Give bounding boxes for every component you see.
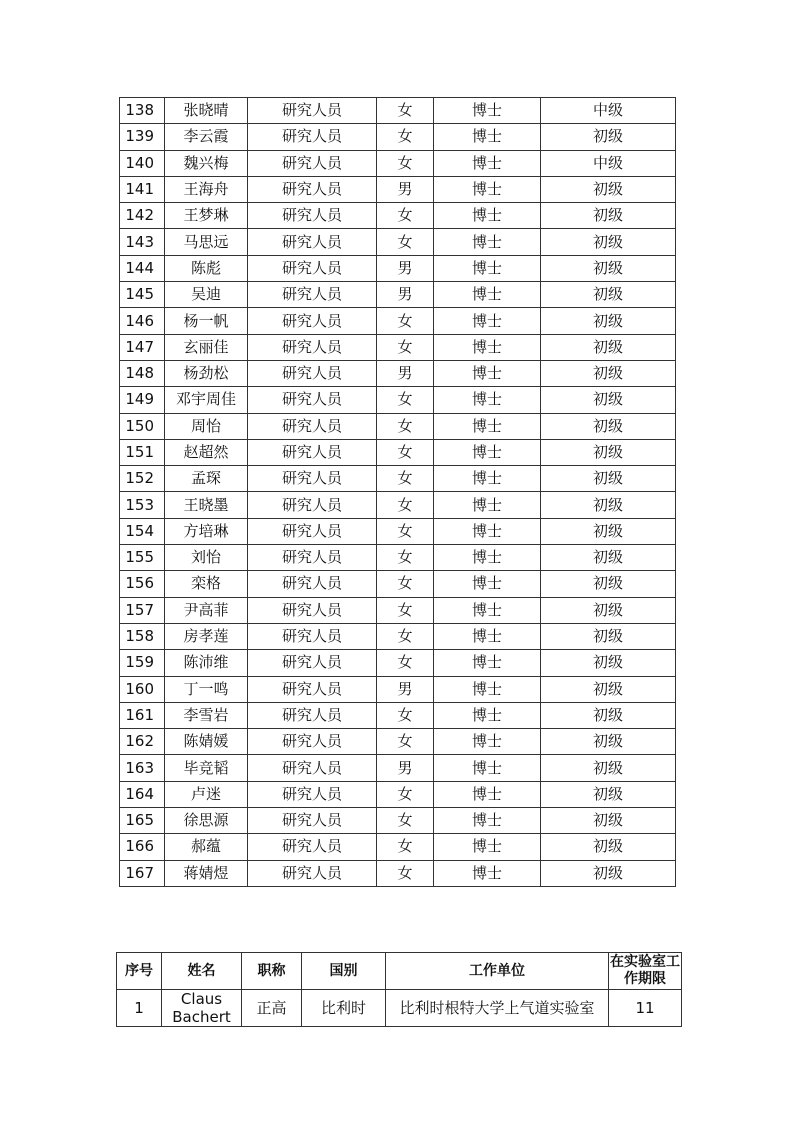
cell-position: 研究人员 bbox=[248, 702, 377, 728]
cell-title: 初级 bbox=[541, 545, 676, 571]
cell-name: 陈沛维 bbox=[165, 650, 248, 676]
table-row bbox=[120, 623, 676, 649]
cell-no: 145 bbox=[120, 282, 165, 308]
cell-no: 147 bbox=[120, 334, 165, 360]
table-row bbox=[120, 650, 676, 676]
cell-position: 研究人员 bbox=[248, 466, 377, 492]
cell-position: 研究人员 bbox=[248, 623, 377, 649]
cell-gender: 女 bbox=[377, 308, 434, 334]
cell-no: 148 bbox=[120, 360, 165, 386]
cell-position: 研究人员 bbox=[248, 203, 377, 229]
cell-no: 154 bbox=[120, 518, 165, 544]
cell-name: 李雪岩 bbox=[165, 702, 248, 728]
cell-no: 146 bbox=[120, 308, 165, 334]
cell-no: 151 bbox=[120, 439, 165, 465]
table-row bbox=[120, 98, 676, 124]
cell-gender: 女 bbox=[377, 702, 434, 728]
cell-degree: 博士 bbox=[434, 755, 541, 781]
cell-title: 初级 bbox=[541, 124, 676, 150]
cell-degree: 博士 bbox=[434, 650, 541, 676]
cell-name: 王梦琳 bbox=[165, 203, 248, 229]
cell-gender: 女 bbox=[377, 466, 434, 492]
header-title: 职称 bbox=[242, 953, 302, 990]
cell-position: 研究人员 bbox=[248, 571, 377, 597]
cell-gender: 女 bbox=[377, 623, 434, 649]
cell-position: 研究人员 bbox=[248, 755, 377, 781]
cell-position: 研究人员 bbox=[248, 860, 377, 886]
cell-degree: 博士 bbox=[434, 439, 541, 465]
cell-degree: 博士 bbox=[434, 623, 541, 649]
cell-name: 郝蕴 bbox=[165, 834, 248, 860]
table-row bbox=[120, 518, 676, 544]
cell-name: 王海舟 bbox=[165, 176, 248, 202]
cell-years: 11 bbox=[609, 990, 682, 1027]
table-row bbox=[120, 124, 676, 150]
cell-no: 153 bbox=[120, 492, 165, 518]
cell-title: 初级 bbox=[541, 597, 676, 623]
cell-gender: 男 bbox=[377, 282, 434, 308]
cell-no: 141 bbox=[120, 176, 165, 202]
cell-gender: 女 bbox=[377, 203, 434, 229]
table-row bbox=[120, 676, 676, 702]
cell-gender: 女 bbox=[377, 729, 434, 755]
header-years: 在实验室工作期限 bbox=[609, 953, 682, 990]
cell-degree: 博士 bbox=[434, 334, 541, 360]
cell-no: 142 bbox=[120, 203, 165, 229]
cell-degree: 博士 bbox=[434, 597, 541, 623]
cell-no: 163 bbox=[120, 755, 165, 781]
cell-name: 尹高菲 bbox=[165, 597, 248, 623]
cell-name: 房孝莲 bbox=[165, 623, 248, 649]
staff-table bbox=[119, 97, 676, 887]
cell-position: 研究人员 bbox=[248, 150, 377, 176]
cell-degree: 博士 bbox=[434, 413, 541, 439]
cell-degree: 博士 bbox=[434, 150, 541, 176]
cell-title: 初级 bbox=[541, 571, 676, 597]
cell-gender: 女 bbox=[377, 387, 434, 413]
cell-name: 杨劲松 bbox=[165, 360, 248, 386]
table-row bbox=[120, 150, 676, 176]
cell-gender: 女 bbox=[377, 781, 434, 807]
cell-degree: 博士 bbox=[434, 229, 541, 255]
cell-gender: 女 bbox=[377, 98, 434, 124]
table-row bbox=[120, 571, 676, 597]
cell-degree: 博士 bbox=[434, 676, 541, 702]
cell-title: 初级 bbox=[541, 387, 676, 413]
cell-position: 研究人员 bbox=[248, 518, 377, 544]
cell-position: 研究人员 bbox=[248, 308, 377, 334]
foreign-table-header-row bbox=[117, 953, 682, 990]
cell-name: 李云霞 bbox=[165, 124, 248, 150]
cell-no: 165 bbox=[120, 808, 165, 834]
cell-no: 164 bbox=[120, 781, 165, 807]
cell-position: 研究人员 bbox=[248, 808, 377, 834]
table-row bbox=[120, 597, 676, 623]
cell-position: 研究人员 bbox=[248, 650, 377, 676]
cell-degree: 博士 bbox=[434, 466, 541, 492]
cell-title: 初级 bbox=[541, 466, 676, 492]
staff-table-body bbox=[120, 98, 676, 887]
cell-gender: 女 bbox=[377, 334, 434, 360]
table-row bbox=[120, 755, 676, 781]
cell-title: 初级 bbox=[541, 650, 676, 676]
cell-no: 166 bbox=[120, 834, 165, 860]
cell-title: 初级 bbox=[541, 808, 676, 834]
table-row bbox=[120, 729, 676, 755]
table-row bbox=[120, 203, 676, 229]
cell-gender: 女 bbox=[377, 650, 434, 676]
cell-position: 研究人员 bbox=[248, 334, 377, 360]
cell-name: 周怡 bbox=[165, 413, 248, 439]
cell-gender: 女 bbox=[377, 150, 434, 176]
cell-position: 研究人员 bbox=[248, 834, 377, 860]
cell-title: 中级 bbox=[541, 98, 676, 124]
cell-position: 研究人员 bbox=[248, 781, 377, 807]
cell-position: 研究人员 bbox=[248, 229, 377, 255]
table-row bbox=[120, 176, 676, 202]
cell-degree: 博士 bbox=[434, 360, 541, 386]
cell-title: 初级 bbox=[541, 834, 676, 860]
cell-position: 研究人员 bbox=[248, 124, 377, 150]
cell-country: 比利时 bbox=[302, 990, 386, 1027]
cell-title: 初级 bbox=[541, 203, 676, 229]
cell-gender: 女 bbox=[377, 597, 434, 623]
cell-name: 徐思源 bbox=[165, 808, 248, 834]
cell-name: 杨一帆 bbox=[165, 308, 248, 334]
cell-title: 初级 bbox=[541, 729, 676, 755]
cell-gender: 女 bbox=[377, 229, 434, 255]
table-row bbox=[120, 808, 676, 834]
cell-title: 初级 bbox=[541, 229, 676, 255]
cell-title: 初级 bbox=[541, 623, 676, 649]
cell-position: 研究人员 bbox=[248, 176, 377, 202]
cell-title: 初级 bbox=[541, 702, 676, 728]
cell-gender: 女 bbox=[377, 545, 434, 571]
header-no: 序号 bbox=[117, 953, 162, 990]
cell-position: 研究人员 bbox=[248, 413, 377, 439]
cell-name: 张晓晴 bbox=[165, 98, 248, 124]
cell-name: 玄丽佳 bbox=[165, 334, 248, 360]
cell-no: 156 bbox=[120, 571, 165, 597]
cell-no: 149 bbox=[120, 387, 165, 413]
cell-name: 陈婧媛 bbox=[165, 729, 248, 755]
cell-position: 研究人员 bbox=[248, 360, 377, 386]
cell-degree: 博士 bbox=[434, 571, 541, 597]
cell-title: 初级 bbox=[541, 860, 676, 886]
cell-title: 初级 bbox=[541, 308, 676, 334]
cell-name: 赵超然 bbox=[165, 439, 248, 465]
table-row bbox=[120, 387, 676, 413]
cell-name: 孟琛 bbox=[165, 466, 248, 492]
cell-gender: 女 bbox=[377, 492, 434, 518]
cell-degree: 博士 bbox=[434, 203, 541, 229]
cell-name: 吴迪 bbox=[165, 282, 248, 308]
cell-title: 初级 bbox=[541, 518, 676, 544]
cell-name: 卢迷 bbox=[165, 781, 248, 807]
cell-degree: 博士 bbox=[434, 781, 541, 807]
cell-degree: 博士 bbox=[434, 518, 541, 544]
cell-degree: 博士 bbox=[434, 834, 541, 860]
header-country: 国别 bbox=[302, 953, 386, 990]
cell-degree: 博士 bbox=[434, 98, 541, 124]
cell-degree: 博士 bbox=[434, 255, 541, 281]
cell-degree: 博士 bbox=[434, 545, 541, 571]
header-name: 姓名 bbox=[162, 953, 242, 990]
table-row bbox=[120, 492, 676, 518]
cell-no: 167 bbox=[120, 860, 165, 886]
table-row bbox=[120, 334, 676, 360]
cell-gender: 女 bbox=[377, 571, 434, 597]
cell-title: 初级 bbox=[541, 439, 676, 465]
cell-position: 研究人员 bbox=[248, 439, 377, 465]
cell-gender: 女 bbox=[377, 860, 434, 886]
foreign-staff-table bbox=[116, 952, 682, 1027]
cell-title: 初级 bbox=[541, 492, 676, 518]
cell-position: 研究人员 bbox=[248, 597, 377, 623]
cell-position: 研究人员 bbox=[248, 545, 377, 571]
cell-title: 初级 bbox=[541, 676, 676, 702]
cell-degree: 博士 bbox=[434, 176, 541, 202]
cell-gender: 男 bbox=[377, 255, 434, 281]
cell-degree: 博士 bbox=[434, 808, 541, 834]
cell-no: 143 bbox=[120, 229, 165, 255]
table-row bbox=[120, 282, 676, 308]
cell-degree: 博士 bbox=[434, 702, 541, 728]
cell-degree: 博士 bbox=[434, 308, 541, 334]
cell-name: 魏兴梅 bbox=[165, 150, 248, 176]
cell-name: 毕竞韬 bbox=[165, 755, 248, 781]
cell-position: 研究人员 bbox=[248, 676, 377, 702]
cell-title: 初级 bbox=[541, 176, 676, 202]
cell-position: 研究人员 bbox=[248, 387, 377, 413]
cell-name: 丁一鸣 bbox=[165, 676, 248, 702]
cell-gender: 女 bbox=[377, 808, 434, 834]
table-row bbox=[120, 834, 676, 860]
cell-title: 初级 bbox=[541, 255, 676, 281]
table-row bbox=[120, 466, 676, 492]
cell-no: 144 bbox=[120, 255, 165, 281]
cell-degree: 博士 bbox=[434, 729, 541, 755]
cell-no: 140 bbox=[120, 150, 165, 176]
table-row bbox=[120, 702, 676, 728]
cell-title: 中级 bbox=[541, 150, 676, 176]
cell-title: 正高 bbox=[242, 990, 302, 1027]
cell-gender: 女 bbox=[377, 518, 434, 544]
cell-no: 158 bbox=[120, 623, 165, 649]
table-row bbox=[117, 990, 682, 1027]
cell-no: 157 bbox=[120, 597, 165, 623]
cell-title: 初级 bbox=[541, 360, 676, 386]
cell-gender: 男 bbox=[377, 755, 434, 781]
cell-no: 160 bbox=[120, 676, 165, 702]
cell-title: 初级 bbox=[541, 781, 676, 807]
table-row bbox=[120, 229, 676, 255]
cell-gender: 女 bbox=[377, 124, 434, 150]
cell-no: 139 bbox=[120, 124, 165, 150]
cell-title: 初级 bbox=[541, 334, 676, 360]
cell-degree: 博士 bbox=[434, 387, 541, 413]
cell-no: 162 bbox=[120, 729, 165, 755]
cell-name: 刘怡 bbox=[165, 545, 248, 571]
cell-name: 马思远 bbox=[165, 229, 248, 255]
table-row bbox=[120, 860, 676, 886]
table-row bbox=[120, 439, 676, 465]
cell-degree: 博士 bbox=[434, 860, 541, 886]
table-row bbox=[120, 308, 676, 334]
cell-name: 蒋婧煜 bbox=[165, 860, 248, 886]
header-unit: 工作单位 bbox=[386, 953, 609, 990]
cell-no: 150 bbox=[120, 413, 165, 439]
table-row bbox=[120, 255, 676, 281]
cell-degree: 博士 bbox=[434, 282, 541, 308]
cell-no: 1 bbox=[117, 990, 162, 1027]
cell-name: 王晓墨 bbox=[165, 492, 248, 518]
cell-gender: 女 bbox=[377, 834, 434, 860]
cell-name: 陈彪 bbox=[165, 255, 248, 281]
cell-title: 初级 bbox=[541, 413, 676, 439]
cell-position: 研究人员 bbox=[248, 255, 377, 281]
cell-no: 152 bbox=[120, 466, 165, 492]
cell-no: 159 bbox=[120, 650, 165, 676]
table-row bbox=[120, 545, 676, 571]
cell-name: Claus Bachert bbox=[162, 990, 242, 1027]
cell-position: 研究人员 bbox=[248, 492, 377, 518]
cell-title: 初级 bbox=[541, 282, 676, 308]
cell-degree: 博士 bbox=[434, 124, 541, 150]
table-row bbox=[120, 413, 676, 439]
cell-title: 初级 bbox=[541, 755, 676, 781]
cell-gender: 女 bbox=[377, 439, 434, 465]
cell-unit: 比利时根特大学上气道实验室 bbox=[386, 990, 609, 1027]
cell-name: 方培琳 bbox=[165, 518, 248, 544]
cell-position: 研究人员 bbox=[248, 729, 377, 755]
cell-no: 155 bbox=[120, 545, 165, 571]
cell-degree: 博士 bbox=[434, 492, 541, 518]
cell-no: 138 bbox=[120, 98, 165, 124]
cell-gender: 男 bbox=[377, 360, 434, 386]
cell-position: 研究人员 bbox=[248, 98, 377, 124]
cell-position: 研究人员 bbox=[248, 282, 377, 308]
cell-gender: 男 bbox=[377, 676, 434, 702]
cell-no: 161 bbox=[120, 702, 165, 728]
table-row bbox=[120, 360, 676, 386]
cell-name: 栾格 bbox=[165, 571, 248, 597]
table-row bbox=[120, 781, 676, 807]
cell-gender: 男 bbox=[377, 176, 434, 202]
cell-name: 邓宇周佳 bbox=[165, 387, 248, 413]
cell-gender: 女 bbox=[377, 413, 434, 439]
